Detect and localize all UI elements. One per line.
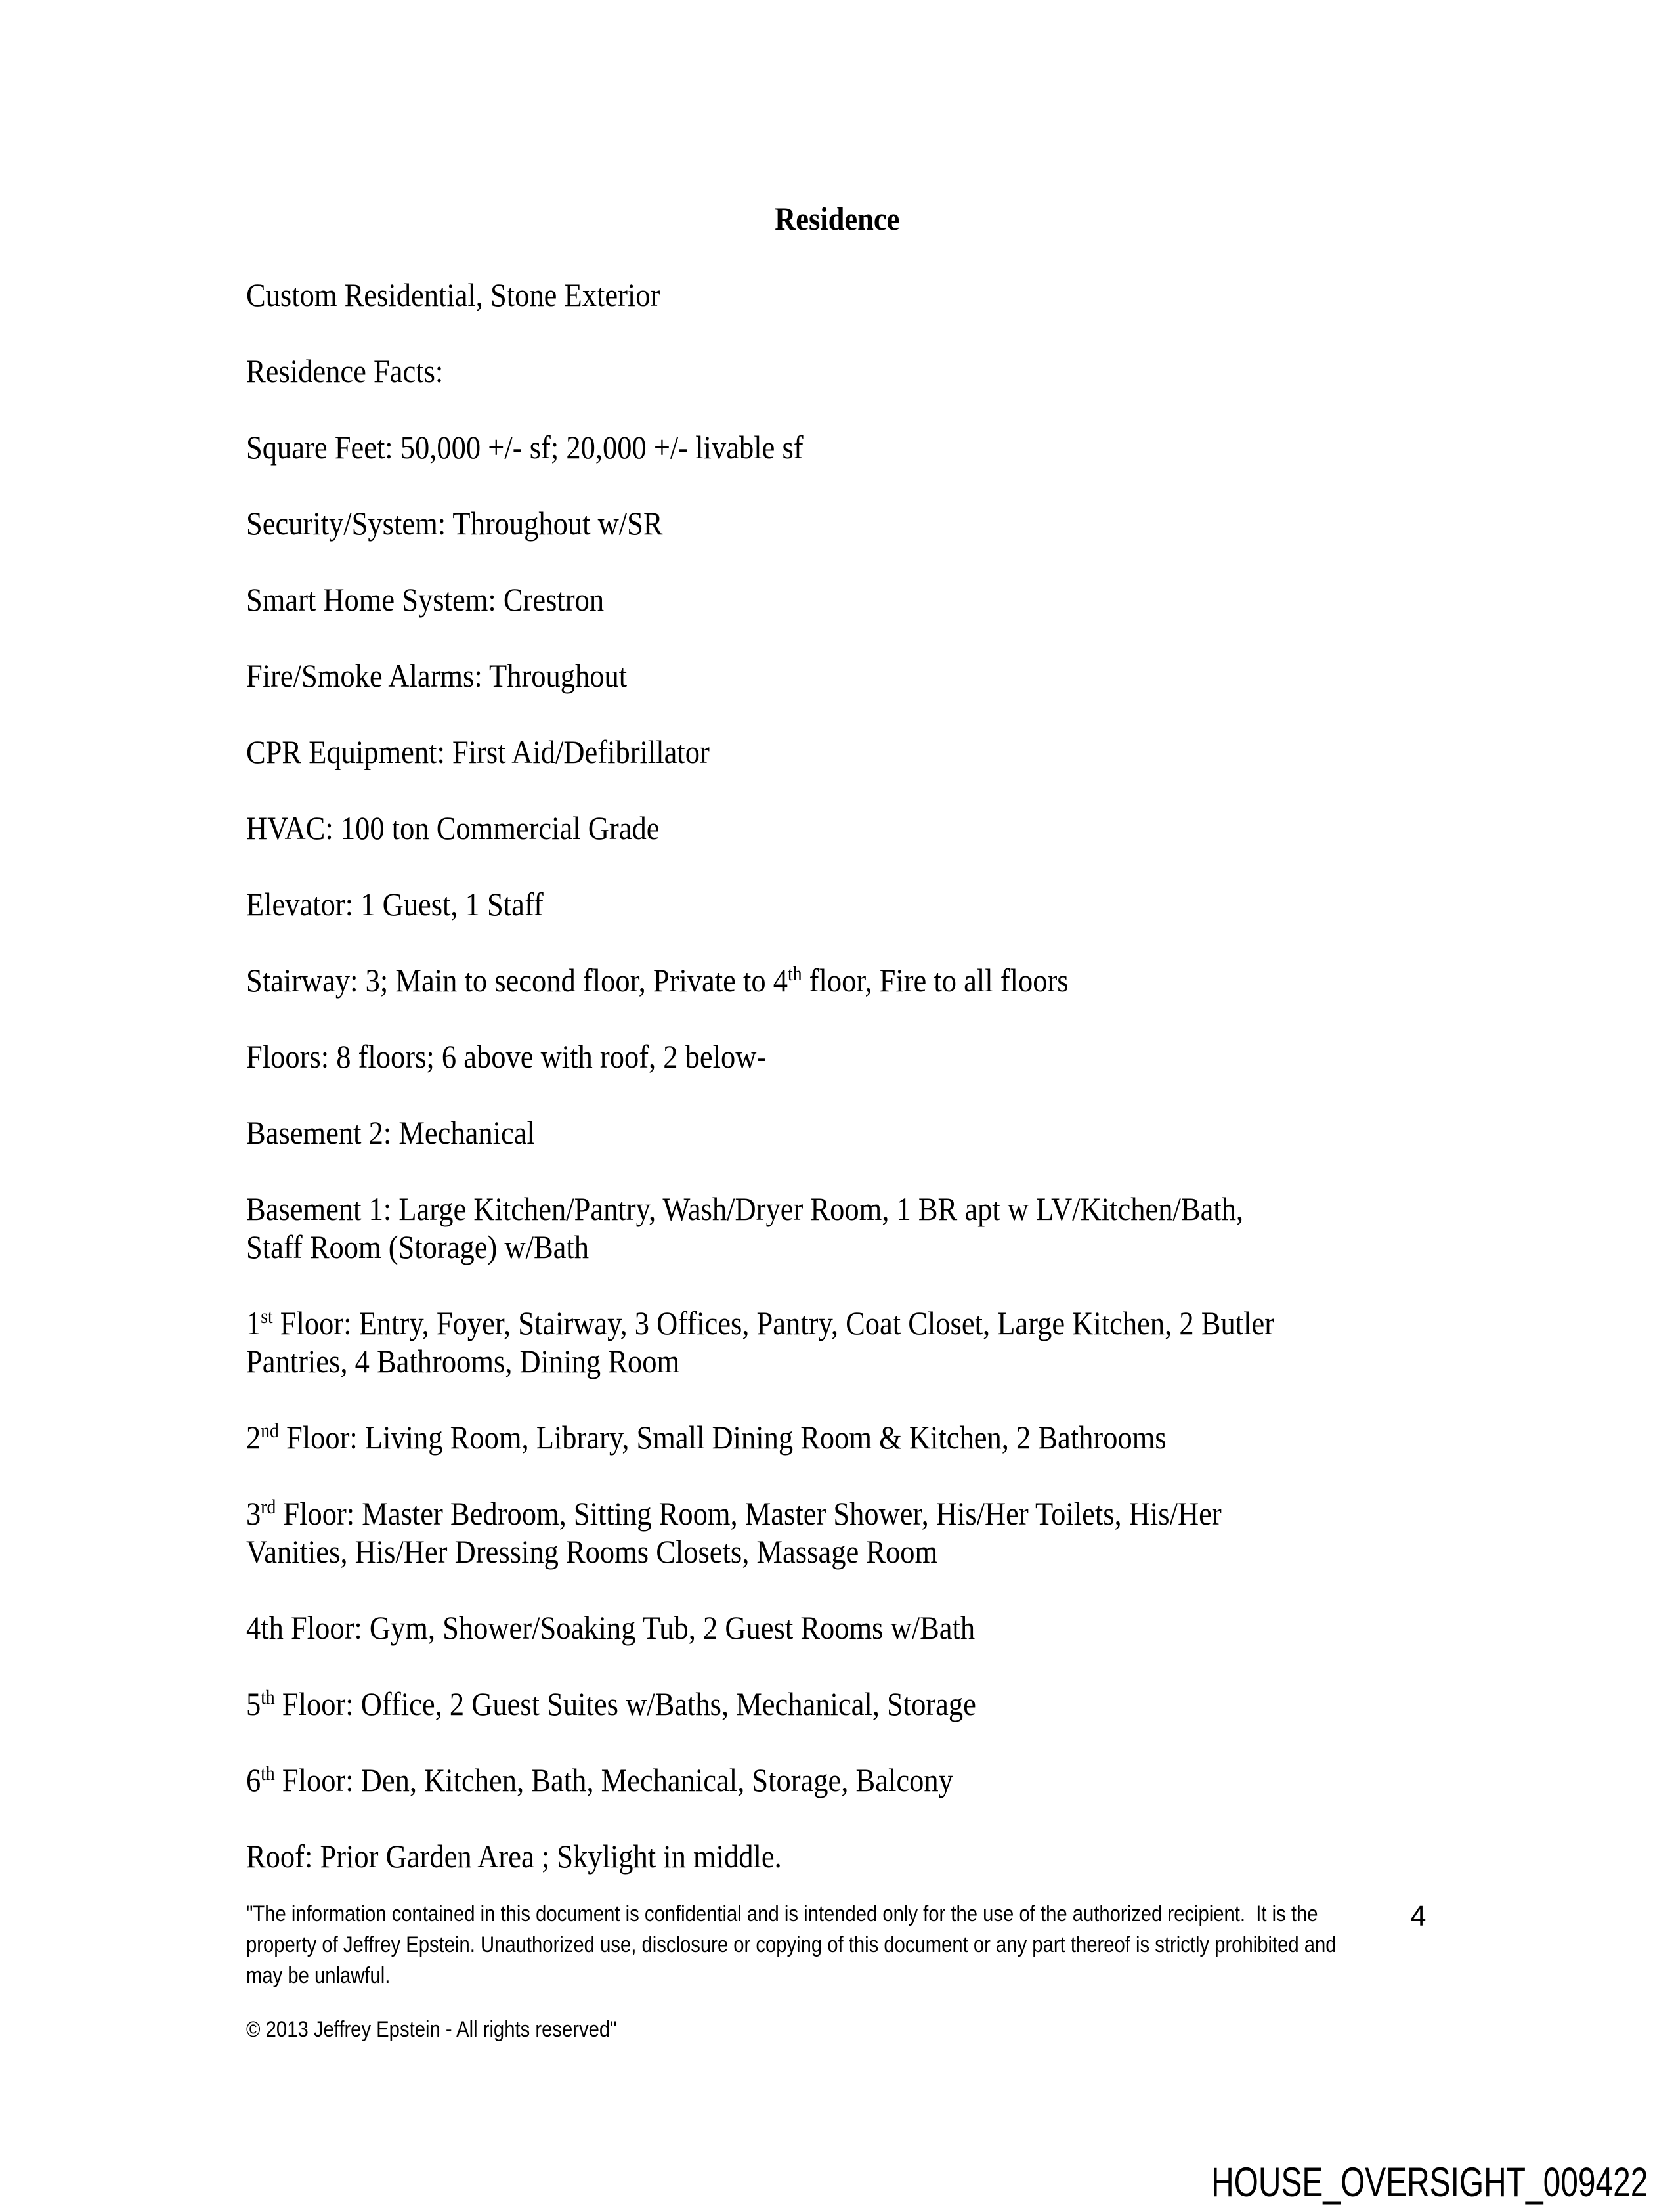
text-segment: floor, Fire to all floors <box>802 962 1069 999</box>
paragraph <box>246 1761 1428 1799</box>
text-line <box>246 352 1428 390</box>
paragraph <box>246 1037 1428 1075</box>
ordinal-superscript: rd <box>261 1494 276 1518</box>
text-line <box>246 1837 1428 1875</box>
paragraph <box>246 1685 1428 1723</box>
disclaimer-line: "The information contained in this document is confidential and is intended only for the use of the authorized recipient. It is the <box>246 1901 1318 1926</box>
disclaimer-line: may be unlawful. <box>246 1963 391 1988</box>
text-segment: Floors: 8 floors; 6 above with roof, 2 below- <box>246 1038 767 1075</box>
ordinal-superscript: st <box>261 1304 273 1328</box>
paragraph <box>246 276 1428 314</box>
text-segment: Basement 2: Mechanical <box>246 1114 535 1151</box>
text-segment: HVAC: 100 ton Commercial Grade <box>246 810 660 846</box>
bates-number: HOUSE_OVERSIGHT_009422 <box>1211 2159 1648 2205</box>
text-segment: Staff Room (Storage) w/Bath <box>246 1228 589 1265</box>
text-segment: Floor: Office, 2 Guest Suites w/Baths, Mechanical, Storage <box>274 1685 976 1722</box>
paragraph <box>246 428 1428 466</box>
text-segment: Floor: Den, Kitchen, Bath, Mechanical, Storage, Balcony <box>274 1762 953 1798</box>
text-line <box>246 809 1428 847</box>
text-line <box>246 1342 1428 1380</box>
text-line <box>246 733 1428 771</box>
text-segment: 2 <box>246 1419 261 1456</box>
text-segment: Security/System: Throughout w/SR <box>246 505 663 542</box>
paragraph <box>246 1304 1428 1380</box>
text-segment: 1 <box>246 1305 261 1341</box>
copyright-line: © 2013 Jeffrey Epstein - All rights reserved" <box>246 2017 617 2042</box>
text-line <box>246 276 1428 314</box>
text-segment: 5 <box>246 1685 261 1722</box>
text-segment: Smart Home System: Crestron <box>246 581 605 618</box>
paragraph <box>246 1609 1428 1647</box>
text-line <box>246 504 1428 542</box>
paragraph <box>246 733 1428 771</box>
footer-disclaimer <box>246 1899 1404 2045</box>
disclaimer-line: property of Jeffrey Epstein. Unauthorized use, disclosure or copying of this document or any part thereof is strictly prohibited and <box>246 1932 1337 1957</box>
text-line <box>246 1532 1428 1571</box>
text-segment: Roof: Prior Garden Area ; Skylight in middle. <box>246 1838 782 1875</box>
text-segment: Floor: Entry, Foyer, Stairway, 3 Offices, Pantry, Coat Closet, Large Kitchen, 2 Butler <box>272 1305 1275 1341</box>
paragraph-list <box>246 276 1428 1875</box>
text-line <box>246 580 1428 618</box>
text-line <box>246 1190 1428 1228</box>
text-segment: Basement 1: Large Kitchen/Pantry, Wash/Dryer Room, 1 BR apt w LV/Kitchen/Bath, <box>246 1190 1244 1227</box>
paragraph <box>246 1418 1428 1456</box>
text-segment: CPR Equipment: First Aid/Defibrillator <box>246 733 710 770</box>
ordinal-superscript: th <box>261 1761 275 1785</box>
ordinal-superscript: nd <box>261 1418 279 1442</box>
text-segment: Square Feet: 50,000 +/- sf; 20,000 +/- livable sf <box>246 429 804 466</box>
paragraph <box>246 657 1428 695</box>
text-segment: Elevator: 1 Guest, 1 Staff <box>246 886 544 922</box>
text-line <box>246 885 1428 923</box>
paragraph <box>246 1494 1428 1571</box>
text-line <box>246 1114 1428 1152</box>
text-line <box>246 428 1428 466</box>
text-segment: Floor: Master Bedroom, Sitting Room, Master Shower, His/Her Toilets, His/Her <box>276 1495 1222 1532</box>
text-line <box>246 961 1428 999</box>
text-segment: 6 <box>246 1762 261 1798</box>
text-line <box>246 1037 1428 1075</box>
paragraph <box>246 885 1428 923</box>
text-line <box>246 1685 1428 1723</box>
text-segment: Fire/Smoke Alarms: Throughout <box>246 657 628 694</box>
ordinal-superscript: th <box>261 1685 275 1708</box>
text-segment: Vanities, His/Her Dressing Rooms Closets, Massage Room <box>246 1533 938 1570</box>
paragraph <box>246 1114 1428 1152</box>
text-segment: Residence Facts: <box>246 353 444 389</box>
disclaimer-text <box>246 1899 1404 1991</box>
paragraph <box>246 1837 1428 1875</box>
paragraph <box>246 809 1428 847</box>
text-line <box>246 1761 1428 1799</box>
text-line <box>246 1494 1428 1532</box>
text-line <box>246 657 1428 695</box>
paragraph <box>246 580 1428 618</box>
paragraph <box>246 352 1428 390</box>
ordinal-superscript: th <box>788 961 802 985</box>
text-segment: Custom Residential, Stone Exterior <box>246 276 660 313</box>
paragraph <box>246 504 1428 542</box>
text-line <box>246 1228 1428 1266</box>
text-line <box>246 1418 1428 1456</box>
paragraph <box>246 1190 1428 1266</box>
text-line <box>246 1304 1428 1342</box>
page-title: Residence <box>775 200 900 237</box>
paragraph <box>246 961 1428 999</box>
document-body <box>246 200 1428 1913</box>
text-segment: Pantries, 4 Bathrooms, Dining Room <box>246 1343 680 1379</box>
text-segment: Floor: Living Room, Library, Small Dining Room & Kitchen, 2 Bathrooms <box>278 1419 1167 1456</box>
text-segment: 3 <box>246 1495 261 1532</box>
text-line <box>246 1609 1428 1647</box>
text-segment: 4th Floor: Gym, Shower/Soaking Tub, 2 Guest Rooms w/Bath <box>246 1609 976 1646</box>
page-number: 4 <box>1410 1900 1427 1932</box>
text-segment: Stairway: 3; Main to second floor, Private to 4 <box>246 962 788 999</box>
